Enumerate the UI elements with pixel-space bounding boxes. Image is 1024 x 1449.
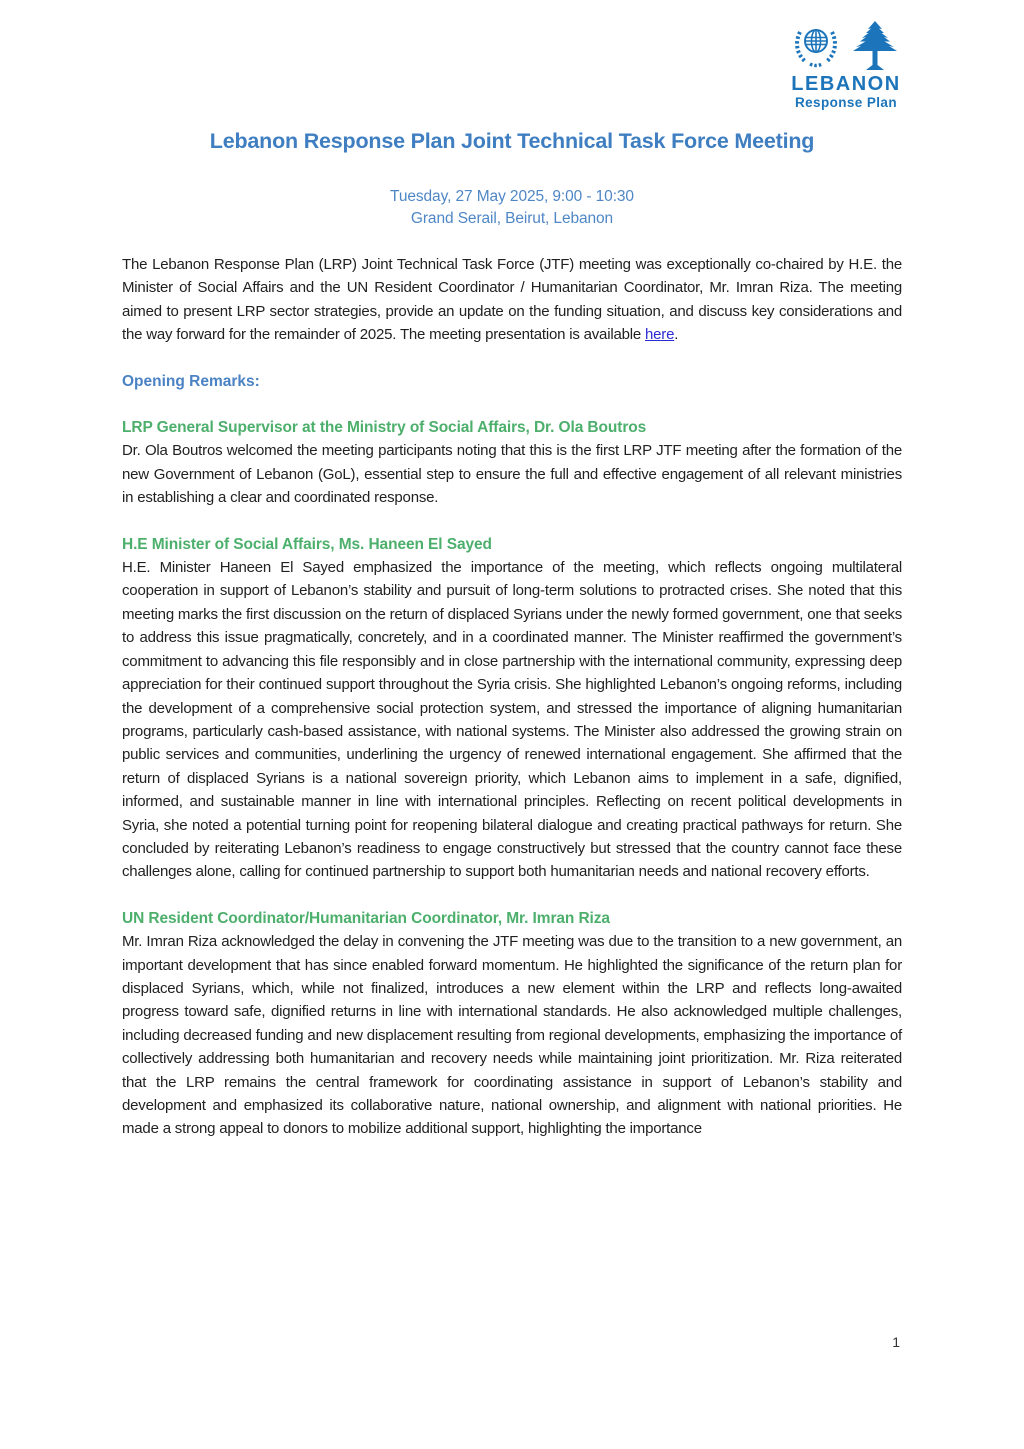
- section-body-ola-boutros: Dr. Ola Boutros welcomed the meeting participants noting that this is the first LRP JTF meeting after the formation of the new Government of Lebanon (GoL), essential step to ensure the full and effective engagement of all relevant ministries in establishing a clear and coordinated response.: [122, 442, 902, 507]
- section-heading-haneen-el-sayed: H.E Minister of Social Affairs, Ms. Haneen El Sayed: [122, 535, 492, 553]
- opening-remarks-heading: Opening Remarks:: [122, 372, 260, 390]
- meeting-datetime: Tuesday, 27 May 2025, 9:00 - 10:30: [390, 188, 634, 205]
- intro-text-end: .: [674, 326, 679, 344]
- section-body-imran-riza: Mr. Imran Riza acknowledged the delay in convening the JTF meeting was due to the transition to a new government, an important development that has since enabled forward momentum. He highlighted the significance of the return plan for displaced Syrians, which, while not finalized, introduces a new element within the LRP and reflects long-awaited progress toward safe, dignified returns in line with international standards. He also acknowledged multiple challenges, including decreased funding and new displacement resulting from regional developments, emphasizing the importance of collectively addressing both humanitarian and recovery needs while maintaining joint prioritization. Mr. Riza reiterated that the LRP remains the central framework for coordinating assistance in support of Lebanon’s stability and development and emphasized its collaborative nature, national ownership, and alignment with national priorities. He made a strong appeal to donors to mobilize additional support, highlighting the importance: [122, 933, 902, 1138]
- page-number: 1: [892, 1334, 900, 1350]
- meeting-location: Grand Serail, Beirut, Lebanon: [410, 210, 614, 227]
- intro-text: The Lebanon Response Plan (LRP) Joint Technical Task Force (JTF) meeting was exceptionally co-chaired by H.E. the Minister of Social Affairs and the UN Resident Coordinator / Humanitarian Coordinator, Mr. Imran Riza. The meeting aimed to present LRP sector strategies, provide an update on the funding situation, and discuss key considerations and the way forward for the remainder of 2025. The meeting presentation is available: [122, 256, 902, 344]
- page-title: Lebanon Response Plan Joint Technical Task Force Meeting: [209, 129, 815, 153]
- section-heading-imran-riza: UN Resident Coordinator/Humanitarian Coordinator, Mr. Imran Riza: [122, 909, 610, 927]
- logo-text-lebanon: LEBANON: [791, 73, 901, 95]
- logo-text-response-plan: Response Plan: [795, 95, 897, 110]
- un-emblem-icon: [790, 20, 842, 72]
- section-heading-ola-boutros: LRP General Supervisor at the Ministry of Social Affairs, Dr. Ola Boutros: [122, 419, 647, 437]
- section-body-haneen-el-sayed: H.E. Minister Haneen El Sayed emphasized the importance of the meeting, which reflects ongoing multilateral cooperation in support of Lebanon’s stability and pursuit of long-term solutions to protracted crises. She noted that this meeting marks the first discussion on the return of displaced Syrians under the newly formed government, one that seeks to address this issue pragmatically, concretely, and in a coordinated manner. The Minister reaffirmed the government’s commitment to advancing this file responsibly and in close partnership with the international community, expressing deep appreciation for their continued support throughout the Syria crisis. She highlighted Lebanon’s ongoing reforms, including the development of a comprehensive social protection system, and stressed the importance of aligning humanitarian programs, particularly cash-based assistance, with national systems. The Minister also addressed the growing strain on public services and communities, underlining the urgency of renewed international engagement. She affirmed that the return of displaced Syrians is a national sovereign priority, which Lebanon aims to implement in a safe, dignified, informed, and sustainable manner in line with international principles. Reflecting on recent political developments in Syria, she noted a potential turning point for reopening bilateral dialogue and creating practical pathways for return. She concluded by reiterating Lebanon’s readiness to engage constructively but stressed that the country cannot face these challenges alone, calling for continued partnership to support both humanitarian needs and national recovery efforts.: [122, 559, 902, 881]
- cedar-tree-icon: [848, 20, 902, 72]
- intro-paragraph: [122, 253, 902, 347]
- lrp-logo: [784, 18, 908, 110]
- logo-icons: [784, 18, 908, 72]
- presentation-link[interactable]: here: [645, 326, 675, 344]
